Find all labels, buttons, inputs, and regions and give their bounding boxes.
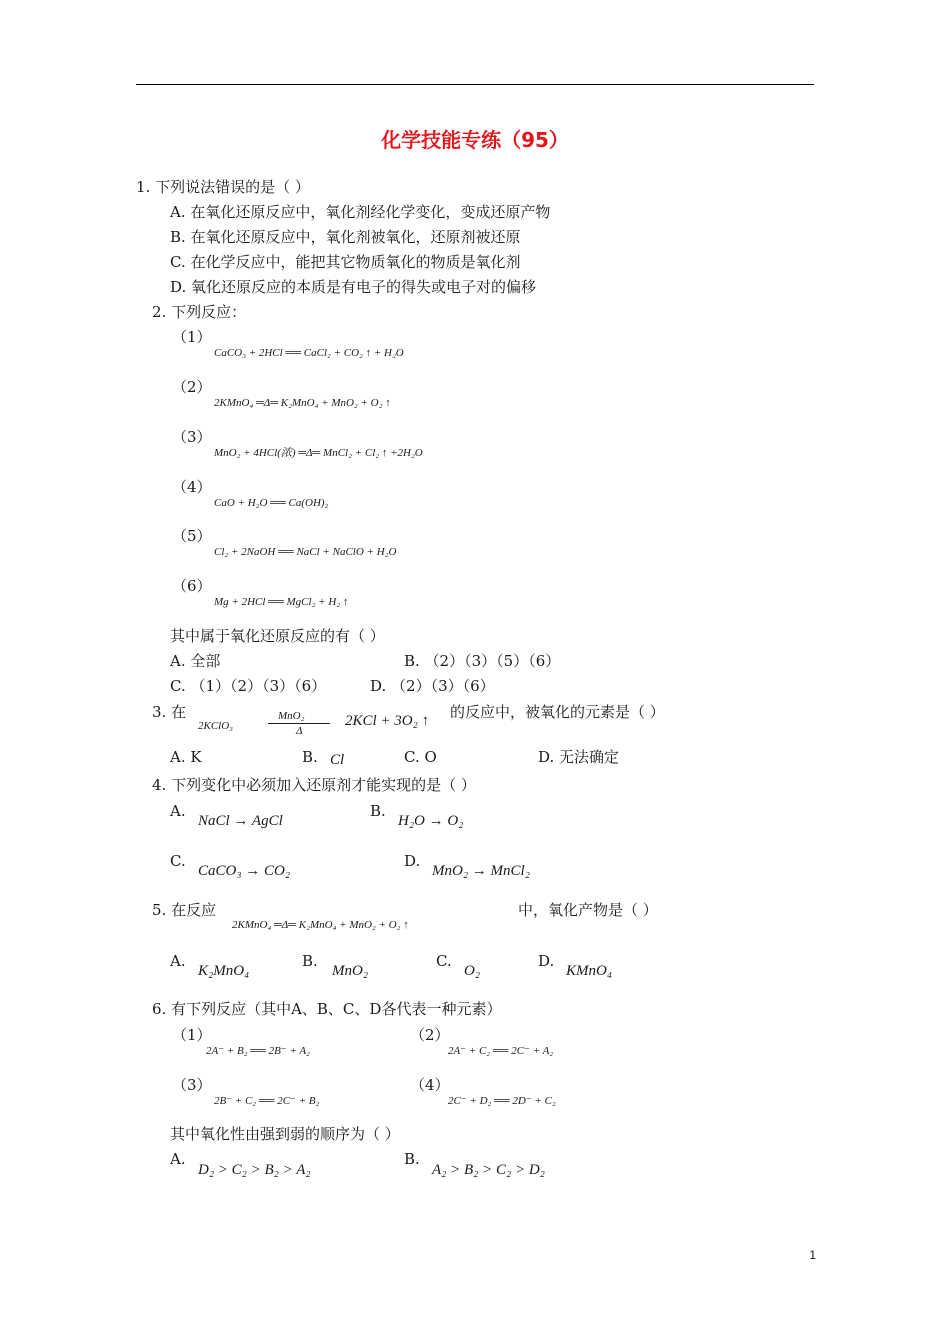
q6-option-a-formula: D₂ > C₂ > B₂ > A₂ [198,1162,311,1178]
q4-option-c-label: C. [170,852,186,870]
q2-item-1-number: （1） [172,328,212,346]
q6-reaction-1-equation: 2A⁻ + B₂ ══ 2B⁻ + A₂ [206,1045,310,1057]
q3-option-a: A. K [170,748,202,766]
q3-option-b-label: B. [302,748,318,766]
q6-option-b-formula: A₂ > B₂ > C₂ > D₂ [432,1162,545,1178]
q3-catalyst: MnO₂ [278,710,305,722]
q3-equation-left: 2KClO₃ [198,720,233,732]
q4-option-a-formula: NaCl → AgCl [198,813,283,829]
q4-option-d-label: D. [404,852,421,870]
q3-suffix: 的反应中，被氧化的元素是（ ） [450,703,665,721]
q6-reaction-1-number: （1） [172,1026,212,1044]
q1-option-b: B. 在氧化还原反应中，氧化剂被氧化，还原剂被还原 [170,228,521,246]
q2-item-2-number: （2） [172,378,212,396]
q6-stem: 6. 有下列反应（其中A、B、C、D各代表一种元素） [152,1000,502,1018]
q1-option-a: A. 在氧化还原反应中，氧化剂经化学变化，变成还原产物 [170,203,551,221]
q4-option-c-formula: CaCO₃ → CO₂ [198,863,291,879]
q3-option-b-formula: Cl [330,752,345,768]
q6-option-b-label: B. [404,1150,420,1168]
q5-option-a-formula: K₂MnO₄ [198,963,250,979]
q1-stem: 1. 下列说法错误的是（ ） [136,178,310,196]
q5-equation: 2KMnO₄ ═Δ═ K₂MnO₄ + MnO₂ + O₂ ↑ [232,919,409,931]
q5-option-c-formula: O₂ [464,963,481,979]
q1-option-c: C. 在化学反应中，能把其它物质氧化的物质是氧化剂 [170,253,521,271]
q5-option-d-formula: KMnO₄ [566,963,613,979]
q3-option-d: D. 无法确定 [538,748,620,766]
q2-item-6-equation: Mg + 2HCl ══ MgCl₂ + H₂ ↑ [214,596,349,608]
q6-reaction-4-number: （4） [410,1076,450,1094]
q2-item-6-number: （6） [172,577,212,595]
q4-option-a-label: A. [170,802,186,820]
q2-stem: 2. 下列反应： [152,303,247,321]
q5-option-d-label: D. [538,952,555,970]
q5-option-c-label: C. [436,952,452,970]
q6-reaction-2-number: （2） [410,1026,450,1044]
q5-suffix: 中，氧化产物是（ ） [518,901,658,919]
q2-item-5-number: （5） [172,527,212,545]
q2-item-2-equation: 2KMnO₄ ═Δ═ K₂MnO₄ + MnO₂ + O₂ ↑ [214,397,391,409]
q6-option-a-label: A. [170,1150,186,1168]
q2-item-5-equation: Cl₂ + 2NaOH ══ NaCl + NaClO + H₂O [214,546,397,558]
q2-question: 其中属于氧化还原反应的有（ ） [170,627,385,645]
q5-option-b-label: B. [302,952,318,970]
q3-option-c: C. O [404,748,437,766]
q4-stem: 4. 下列变化中必须加入还原剂才能实现的是（ ） [152,776,476,794]
q6-reaction-3-number: （3） [172,1076,212,1094]
q2-item-4-number: （4） [172,478,212,496]
q3-equation-right: 2KCl + 3O₂ ↑ [345,713,430,729]
q6-reaction-4-equation: 2C⁻ + D₂ ══ 2D⁻ + C₂ [448,1095,556,1107]
q5-option-a-label: A. [170,952,186,970]
q2-option-c: C. （1）（2）（3）（6） [170,677,327,695]
q2-option-b: B. （2）（3）（5）（6） [404,652,561,670]
header-rule [136,84,814,85]
q2-item-1-equation: CaCO₃ + 2HCl ══ CaCl₂ + CO₂ ↑ + H₂O [214,347,404,359]
q6-question: 其中氧化性由强到弱的顺序为（ ） [170,1125,400,1143]
q4-option-b-label: B. [370,802,386,820]
q4-option-b-formula: H₂O → O₂ [398,813,464,829]
q2-option-d: D. （2）（3）（6） [370,677,495,695]
q2-item-3-number: （3） [172,428,212,446]
q6-reaction-2-equation: 2A⁻ + C₂ ══ 2C⁻ + A₂ [448,1045,554,1057]
q5-option-b-formula: MnO₂ [332,963,369,979]
q3-prefix: 3. 在 [152,703,187,721]
q6-reaction-3-equation: 2B⁻ + C₂ ══ 2C⁻ + B₂ [214,1095,320,1107]
q4-option-d-formula: MnO₂ → MnCl₂ [432,863,530,879]
q2-item-3-equation: MnO₂ + 4HCl(浓) ═Δ═ MnCl₂ + Cl₂ ↑ +2H₂O [214,447,423,459]
q2-item-4-equation: CaO + H₂O ══ Ca(OH)₂ [214,497,329,509]
q5-prefix: 5. 在反应 [152,901,217,919]
q1-option-d: D. 氧化还原反应的本质是有电子的得失或电子对的偏移 [170,278,537,296]
page-number: 1 [809,1248,816,1262]
page-title: 化学技能专练（95） [381,128,569,152]
q2-option-a: A. 全部 [170,652,221,670]
q3-heat-symbol: Δ [296,725,303,737]
